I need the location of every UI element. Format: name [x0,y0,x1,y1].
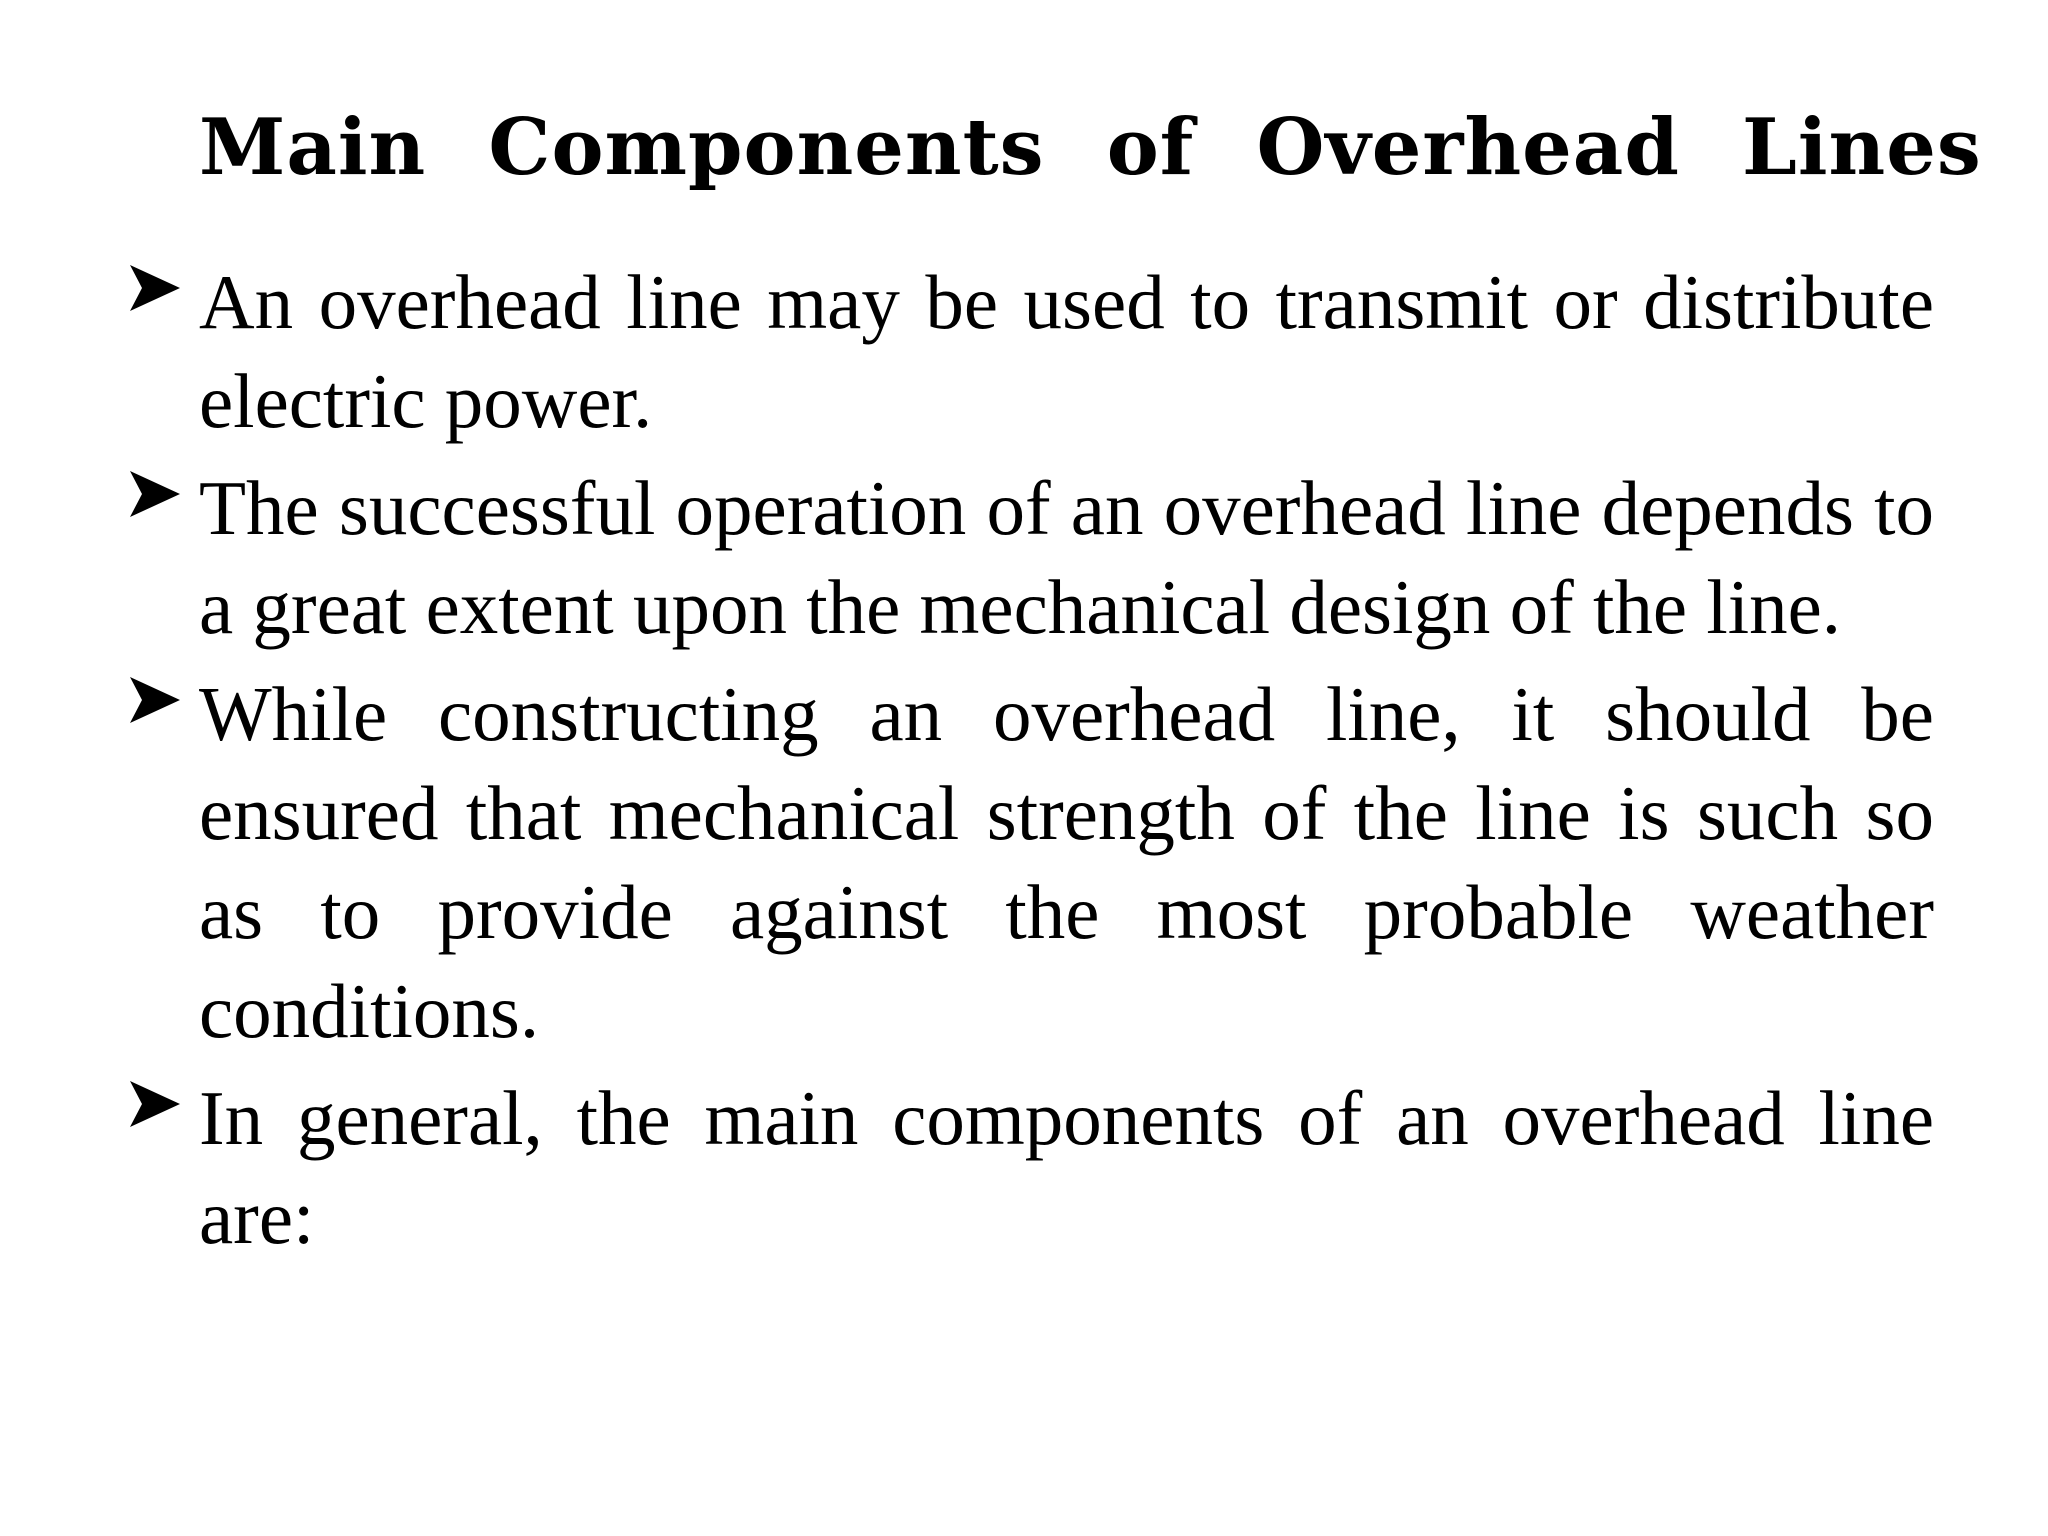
slide-title: Main Components of Overhead Lines [199,102,1982,193]
bullet-item [128,665,1934,1061]
bullet-text: The successful operation of an overhead line depends to a great extent upon the mechanical design of the line. [199,465,1934,650]
bullet-text: In general, the main components of an overhead line are: [199,1075,1934,1260]
arrowhead-bullet-icon [128,673,182,727]
bullet-list [128,253,1934,1275]
arrowhead-bullet-icon [128,261,182,315]
bullet-text: While constructing an overhead line, it should be ensured that mechanical strength of the line is such so as to provide against the most probable weather conditions. [199,671,1934,1054]
arrowhead-bullet-icon [128,1077,182,1131]
bullet-item [128,1069,1934,1267]
bullet-item [128,253,1934,451]
arrowhead-bullet-icon [128,467,182,521]
bullet-text: An overhead line may be used to transmit or distribute electric power. [199,259,1934,444]
bullet-item [128,459,1934,657]
